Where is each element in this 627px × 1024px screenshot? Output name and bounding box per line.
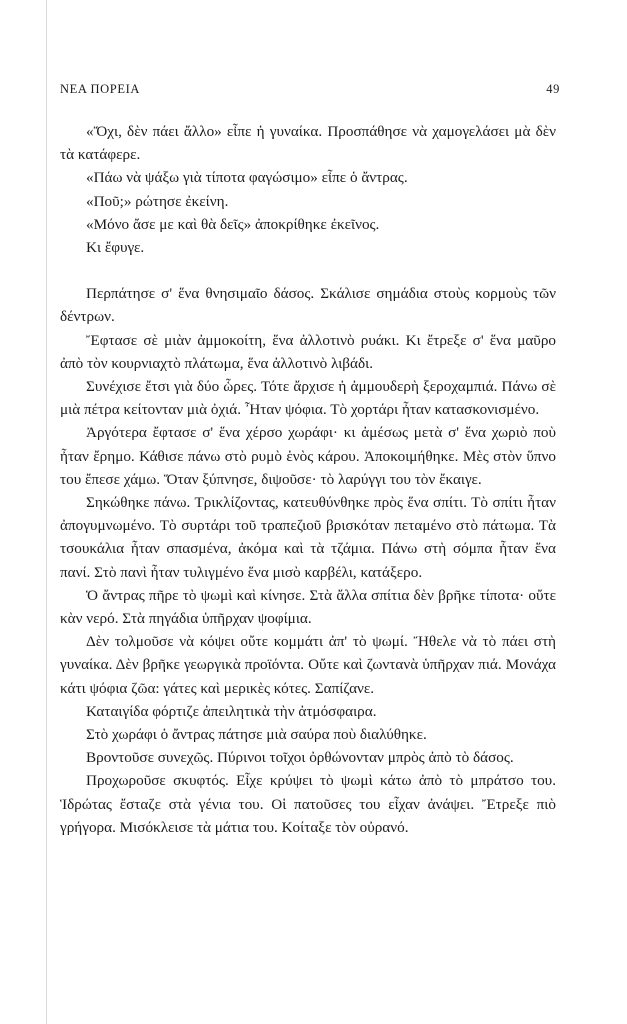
- paragraph: Κι ἔφυγε.: [86, 239, 145, 257]
- page-number: 49: [546, 82, 560, 96]
- paragraph: Ὁ ἄντρας πῆρε τὸ ψωμὶ καὶ κίνησε. Στὰ ἄλλα σπίτια δὲν βρῆκε τίποτα· οὔτε κὰν νερό. Στὰ πηγάδια ὑπῆρχαν ψοφίμια.: [60, 586, 556, 628]
- paragraph: Σηκώθηκε πάνω. Τρικλίζοντας, κατευθύνθηκε πρὸς ἕνα σπίτι. Τὸ σπίτι ἦταν ἀπογυμνωμένο. Τὸ συρτάρι τοῦ τραπεζιοῦ βρισκόταν πεταμένο στὸ πάτωμα. Τὰ τσουκάλια ἦταν σπασμένα, ἀκόμα καὶ τὰ τζάμια. Πάνω στὴ σόμπα ἦταν ἕνα πανί. Στὸ πανὶ ἦταν τυλιγμένο ἕνα μισὸ καρβέλι, κατάξερο.: [60, 494, 556, 581]
- paragraph: Ἀργότερα ἔφτασε σ' ἕνα χέρσο χωράφι· κι ἀμέσως μετὰ σ' ἕνα χωριὸ ποὺ ἦταν ἔρημο. Κάθισε πάνω στὸ ρυμὸ ἑνὸς κάρου. Ἀποκοιμήθηκε. Μὲς στὸν ὕπνο του ἔπεσε χάμω. Ὅταν ξύπνησε, διψοῦσε· τὸ λαρύγγι του τὸν ἔκαιγε.: [60, 424, 556, 488]
- paragraph: Περπάτησε σ' ἕνα θνησιμαῖο δάσος. Σκάλισε σημάδια στοὺς κορμοὺς τῶν δέντρων.: [60, 285, 556, 326]
- paragraph: Βροντοῦσε συνεχῶς. Πύρινοι τοῖχοι ὀρθώνονταν μπρὸς ἀπὸ τὸ δάσος.: [86, 749, 514, 767]
- body-text: [60, 120, 556, 839]
- paragraph: Καταιγίδα φόρτιζε ἀπειλητικὰ τὴν ἀτμόσφαιρα.: [86, 702, 377, 720]
- paragraph: Στὸ χωράφι ὁ ἄντρας πάτησε μιὰ σαύρα ποὺ διαλύθηκε.: [86, 726, 427, 744]
- running-header: [60, 82, 560, 100]
- paragraph: Δὲν τολμοῦσε νὰ κόψει οὔτε κομμάτι ἀπ' τὸ ψωμί. Ἤθελε νὰ τὸ πάει στὴ γυναίκα. Δὲν βρῆκε γεωργικὰ προϊόντα. Οὔτε καὶ ζωντανὰ ὑπῆρχαν πιά. Μονάχα κάτι ψόφια ζῶα: γάτες καὶ μερικὲς κότες. Σαπίζανε.: [60, 633, 556, 697]
- paragraph: «Ποῦ;» ρώτησε ἐκείνη.: [86, 192, 229, 210]
- paragraph: «Ὄχι, δὲν πάει ἄλλο» εἶπε ἡ γυναίκα. Προσπάθησε νὰ χαμογελάσει μὰ δὲν τὰ κατάφερε.: [60, 123, 556, 164]
- paragraph: «Μόνο ἄσε με καὶ θὰ δεῖς» ἀποκρίθηκε ἐκεῖνος.: [86, 215, 380, 233]
- paragraph: «Πάω νὰ ψάξω γιὰ τίποτα φαγώσιμο» εἶπε ὁ ἄντρας.: [86, 169, 408, 187]
- running-title: ΝΕΑ ΠΟΡΕΙΑ: [60, 82, 140, 96]
- paragraph: Συνέχισε ἔτσι γιὰ δύο ὧρες. Τότε ἄρχισε ἡ ἀμμουδερὴ ξεροχαμπιά. Πάνω σὲ μιὰ πέτρα κείτονταν μιὰ ὀχιά. Ἦταν ψόφια. Τὸ χορτάρι ἦταν κατασκονισμένο.: [60, 378, 556, 419]
- paragraph: Ἔφτασε σὲ μιὰν ἀμμοκοίτη, ἕνα ἀλλοτινὸ ρυάκι. Κι ἔτρεξε σ' ἕνα μαῦρο ἀπὸ τὸν κουρνιαχτὸ πλάτωμα, ἕνα ἀλλοτινὸ λιβάδι.: [60, 331, 556, 372]
- paragraph: Προχωροῦσε σκυφτός. Εἶχε κρύψει τὸ ψωμὶ κάτω ἀπὸ τὸ μπράτσο του. Ἱδρώτας ἔσταζε στὰ γένια του. Οἱ πατοῦσες του εἶχαν ἀνάψει. Ἔτρεξε πιὸ γρήγορα. Μισόκλεισε τὰ μάτια του. Κοίταξε τὸν οὐρανό.: [60, 772, 556, 836]
